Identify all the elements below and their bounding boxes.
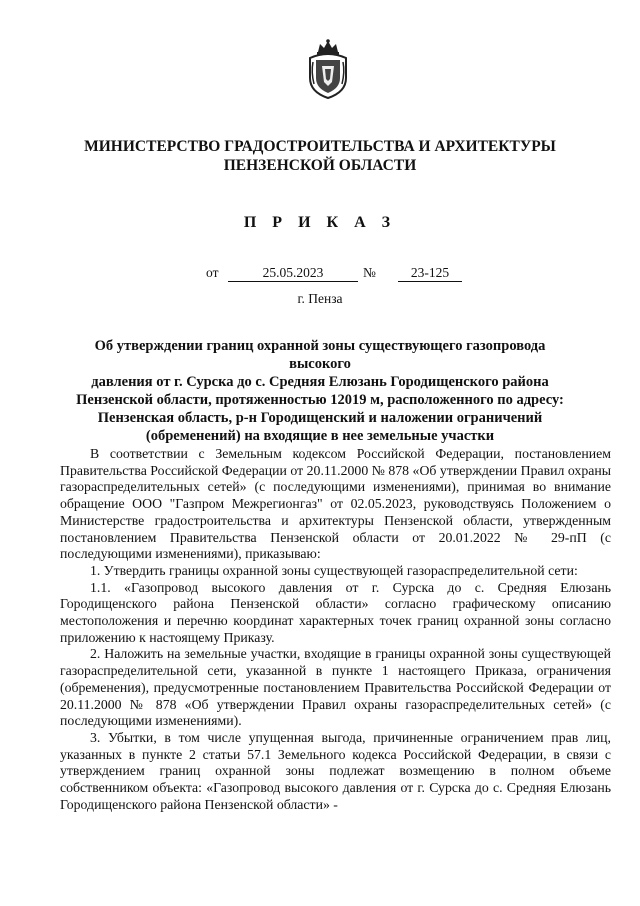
clause-2: 2. Наложить на земельные участки, входящие в границы охранной зоны существующей газораспределительной сети, указанной в пункте 1 настоящего Приказа, ограничения (обременения), предусмотренные постановлением Правительства Российской Федерации от 20.11.2000 № 878 «Об утверждении Правил охраны газораспределительных сетей» (с последующими изменениями).: [60, 646, 611, 729]
city-name: г. Пенза: [297, 291, 343, 306]
subject-line: Об утверждении границ охранной зоны существующего газопровода высокого: [94, 338, 546, 372]
order-body: [60, 446, 611, 813]
subject-line: Пензенская область, р-н Городищенский и наложении ограничений: [97, 410, 543, 426]
order-number: 23-125: [398, 265, 462, 282]
clause-1: 1. Утвердить границы охранной зоны существующей газораспределительной сети:: [90, 562, 578, 578]
preamble-paragraph: В соответствии с Земельным кодексом Российской Федерации, постановлением Правительства Российской Федерации от 20.11.2000 № 878 «Об утверждении Правил охраны газораспределительных сетей» (с последующими изменениями), принимая во внимание обращение ООО "Газпром Межрегионгаз" от 02.05.2023, руководствуясь Положением о Министерстве градостроительства и архитектуры Пензенской области, утвержденным постановлением Правительства Пензенской области от 20.01.2022 № 29-пП (с последующими изменениями), приказываю:: [60, 446, 611, 562]
document-type-title: П Р И К А З: [243, 214, 397, 231]
order-subject: [62, 337, 578, 445]
penza-coat-of-arms-icon: [305, 38, 351, 100]
date-prefix: от: [206, 265, 219, 280]
clause-3: 3. Убытки, в том числе упущенная выгода, причиненные ограничением прав лиц, указанных в пункте 2 статьи 57.1 Земельного кодекса Российской Федерации, в связи с утверждением границ охранной зоны подлежат возмещению в полном объеме собственником объекта: «Газопровод высокого давления от г. Сурска до с. Средняя Елюзань Городищенского района Пензенской области» -: [60, 729, 611, 812]
ministry-name-line2: ПЕНЗЕНСКОЙ ОБЛАСТИ: [223, 157, 417, 174]
ministry-name-line1: МИНИСТЕРСТВО ГРАДОСТРОИТЕЛЬСТВА И АРХИТЕКТУРЫ: [84, 138, 556, 155]
date-number-line: [206, 265, 466, 285]
number-prefix: №: [363, 265, 376, 280]
clause-1-1: 1.1. «Газопровод высокого давления от г. Сурска до с. Средняя Елюзань Городищенского района Пензенской области» согласно графическому описанию местоположения и перечню координат характерных точек границ охранной зоны согласно приложению к настоящему Приказу.: [60, 579, 611, 645]
subject-line: давления от г. Сурска до с. Средняя Елюзань Городищенского района: [91, 374, 549, 390]
subject-line: (обременений) на входящие в нее земельные участки: [145, 428, 495, 444]
subject-line: Пензенской области, протяженностью 12019 м, расположенного по адресу:: [76, 392, 564, 408]
order-date: 25.05.2023: [228, 265, 358, 282]
ministry-name: [60, 137, 580, 175]
